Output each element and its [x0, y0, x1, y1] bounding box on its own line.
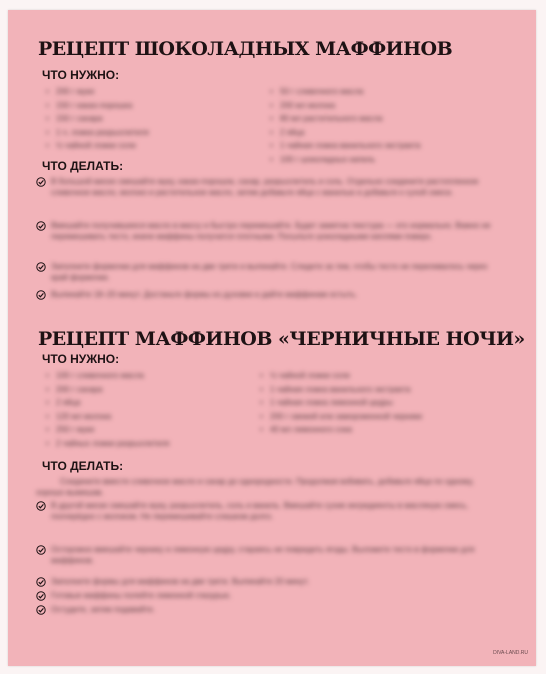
- ingredient-item: • 200 г муки: [46, 85, 149, 99]
- check-circle-icon: [36, 221, 46, 231]
- ingredient-item: • 2 яйца: [270, 126, 420, 140]
- check-circle-icon: [36, 177, 46, 187]
- step-text: Выпекайте 18–20 минут. Достаньте формы из духовки и дайте маффинам остыть.: [51, 290, 358, 299]
- recipe-2-step: [36, 604, 492, 615]
- check-circle-icon: [36, 290, 46, 300]
- ingredient-item: • 2 яйца: [46, 396, 169, 410]
- step-text: Заполните формы для маффинов на две трети. Выпекайте 20 минут.: [51, 577, 310, 586]
- recipe-1-step: [36, 176, 492, 198]
- recipe-1-step: [36, 261, 492, 283]
- recipe-2-ingredients-right: [260, 369, 422, 437]
- ingredient-item: • 80 мл растительного масла: [270, 112, 420, 126]
- check-circle-icon: [36, 262, 46, 272]
- ingredient-item: • 1 ч. ложка разрыхлителя: [46, 126, 149, 140]
- step-text: В большой миске смешайте муку, какао-порошок, сахар, разрыхлитель и соль. Отдельно соедините растопленное сливочное масло, молоко и растительное масло, затем добавьте яйца с ванилью и добавьте к сухой смеси.: [51, 177, 479, 197]
- ingredient-item: • 1 чайная ложка лимонной цедры: [260, 396, 422, 410]
- step-text: Остудите, затем подавайте.: [51, 605, 156, 614]
- recipe-1-step: [36, 220, 492, 242]
- recipe-2-step: [36, 576, 492, 587]
- step-text: Заполните формочки для маффинов на две трети и выпекайте. Следите за тем, чтобы тесто не переливалось через край формочки.: [51, 262, 488, 282]
- ingredient-item: • 40 мл лимонного сока: [260, 423, 422, 437]
- recipe-1-step: [36, 289, 492, 300]
- ingredient-item: • 250 г муки: [46, 423, 169, 437]
- check-circle-icon: [36, 545, 46, 555]
- recipe-1-title: РЕЦЕПТ ШОКОЛАДНЫХ МАФФИНОВ: [38, 38, 453, 60]
- recipe-1-ingredients-label: ЧТО НУЖНО:: [42, 68, 120, 82]
- ingredient-item: • ½ чайной ложки соли: [46, 139, 149, 153]
- ingredient-item: • ½ чайной ложки соли: [260, 369, 422, 383]
- ingredient-item: • 100 г шоколадных капель: [270, 153, 420, 167]
- recipe-2-steps-label: ЧТО ДЕЛАТЬ:: [42, 459, 124, 473]
- ingredient-item: • 120 мл молока: [46, 410, 169, 424]
- footer-site-label: DIVA-LAND.RU: [493, 650, 528, 656]
- check-circle-icon: [36, 501, 46, 511]
- ingredient-item: • 200 г сахара: [46, 383, 169, 397]
- recipe-2-step: [36, 500, 492, 522]
- ingredient-item: • 50 г сливочного масла: [270, 85, 420, 99]
- recipe-2-ingredients-label: ЧТО НУЖНО:: [42, 352, 120, 366]
- step-text: Готовые маффины полейте лимонной глазурью.: [51, 591, 232, 600]
- recipe-2-intro: Соедините вместе сливочное масло и сахар до однородности. Продолжая взбивать, добавьте яйца по одному, хорошо вымешав.: [36, 477, 474, 497]
- recipe-card: [8, 10, 536, 666]
- ingredient-item: • 1 чайная ложка ванильного экстракта: [270, 139, 420, 153]
- check-circle-icon: [36, 591, 46, 601]
- ingredient-item: • 200 мл молока: [270, 99, 420, 113]
- recipe-2-step: [36, 544, 492, 566]
- recipe-2-title: РЕЦЕПТ МАФФИНОВ «ЧЕРНИЧНЫЕ НОЧИ»: [38, 328, 525, 350]
- check-circle-icon: [36, 577, 46, 587]
- recipe-2-ingredients-left: [46, 369, 169, 450]
- recipe-1-steps-label: ЧТО ДЕЛАТЬ:: [42, 159, 124, 173]
- ingredient-item: • 150 г сахара: [46, 112, 149, 126]
- recipe-2-step: [36, 590, 492, 601]
- step-text: Осторожно вмешайте чернику и лимонную цедру, стараясь не повредить ягоды. Выложите тесто в формочки для маффинов.: [51, 545, 475, 565]
- ingredient-item: • 100 г сливочного масла: [46, 369, 169, 383]
- check-circle-icon: [36, 605, 46, 615]
- ingredient-item: • 2 чайных ложки разрыхлителя: [46, 437, 169, 451]
- ingredient-item: • 1 чайная ложка ванильного экстракта: [260, 383, 422, 397]
- recipe-1-ingredients-right: [270, 85, 420, 166]
- recipe-1-ingredients-left: [46, 85, 149, 153]
- ingredient-item: • 150 г какао-порошка: [46, 99, 149, 113]
- step-text: Вмешайте получившееся масло в массу и быстро перемешайте. Будет заметна текстура — это нормально. Важно не перемешивать тесто, иначе маффины получатся плотными. Посыпьте шоколадными каплями поверх.: [51, 221, 491, 241]
- step-text: В другой миске смешайте муку, разрыхлитель, соль и ваниль. Вмешайте сухие ингредиенты в масляную смесь, поочерёдно с молоком. Не перемешивайте слишком долго.: [51, 501, 469, 521]
- ingredient-item: • 200 г свежей или замороженной черники: [260, 410, 422, 424]
